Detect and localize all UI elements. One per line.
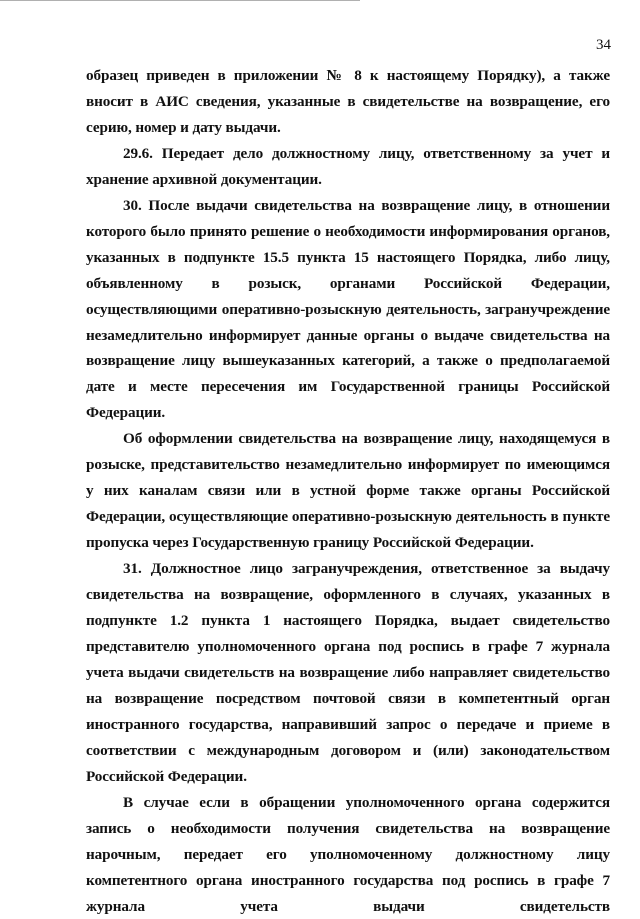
paragraph-4: Об оформлении свидетельства на возвращение лицу, находящемуся в розыске, представительство незамедлительно информирует по имеющимся у них каналам связи или в устной форме также органы Российской Федерации, осуществляющие оперативно-розыскную деятельность в пункте пропуска через Государственную границу Российской Федерации.: [86, 430, 610, 552]
paragraph-5: 31. Должностное лицо загранучреждения, ответственное за выдачу свидетельства на возвращение, оформленного в случаях, указанных в подпункте 1.2 пункта 1 настоящего Порядка, выдает свидетельство представителю уполномоченного органа под роспись в графе 7 журнала учета выдачи свидетельств на возвращение либо направляет свидетельство на возвращение посредством почтовой связи в компетентный орган иностранного государства, направивший запрос о передаче и приеме в соответствии с международным договором и (или) законодательством Российской Федерации.: [86, 560, 610, 785]
paragraph-3: 30. После выдачи свидетельства на возвращение лицу, в отношении которого было принято решение о необходимости информирования органов, указанных в подпункте 15.5 пункта 15 настоящего Порядка, либо лицу, объявленному в розыск, органами Российской Федерации, осуществляющими оперативно-розыскную деятельность, загранучреждение незамедлительно информирует данные органы о выдаче свидетельства на возвращение лицу вышеуказанных категорий, а также о предполагаемой дате и месте пересечения им Государственной границы Российской Федерации.: [86, 196, 610, 422]
paragraph-6: В случае если в обращении уполномоченного органа содержится запись о необходимости получения свидетельства на возвращение нарочным, передает его уполномоченному должностному лицу компетентного органа иностранного государства под роспись в графе 7 журнала учета выдачи свидетельств: [86, 793, 610, 915]
document-body: [86, 63, 610, 919]
scan-top-edge: [0, 0, 360, 1]
paragraph-2: 29.6. Передает дело должностному лицу, ответственному за учет и хранение архивной документации.: [86, 144, 610, 188]
page-number: 34: [596, 37, 611, 53]
paragraph-1: образец приведен в приложении № 8 к настоящему Порядку), а также вносит в АИС сведения, указанные в свидетельстве на возвращение, его серию, номер и дату выдачи.: [86, 67, 610, 136]
